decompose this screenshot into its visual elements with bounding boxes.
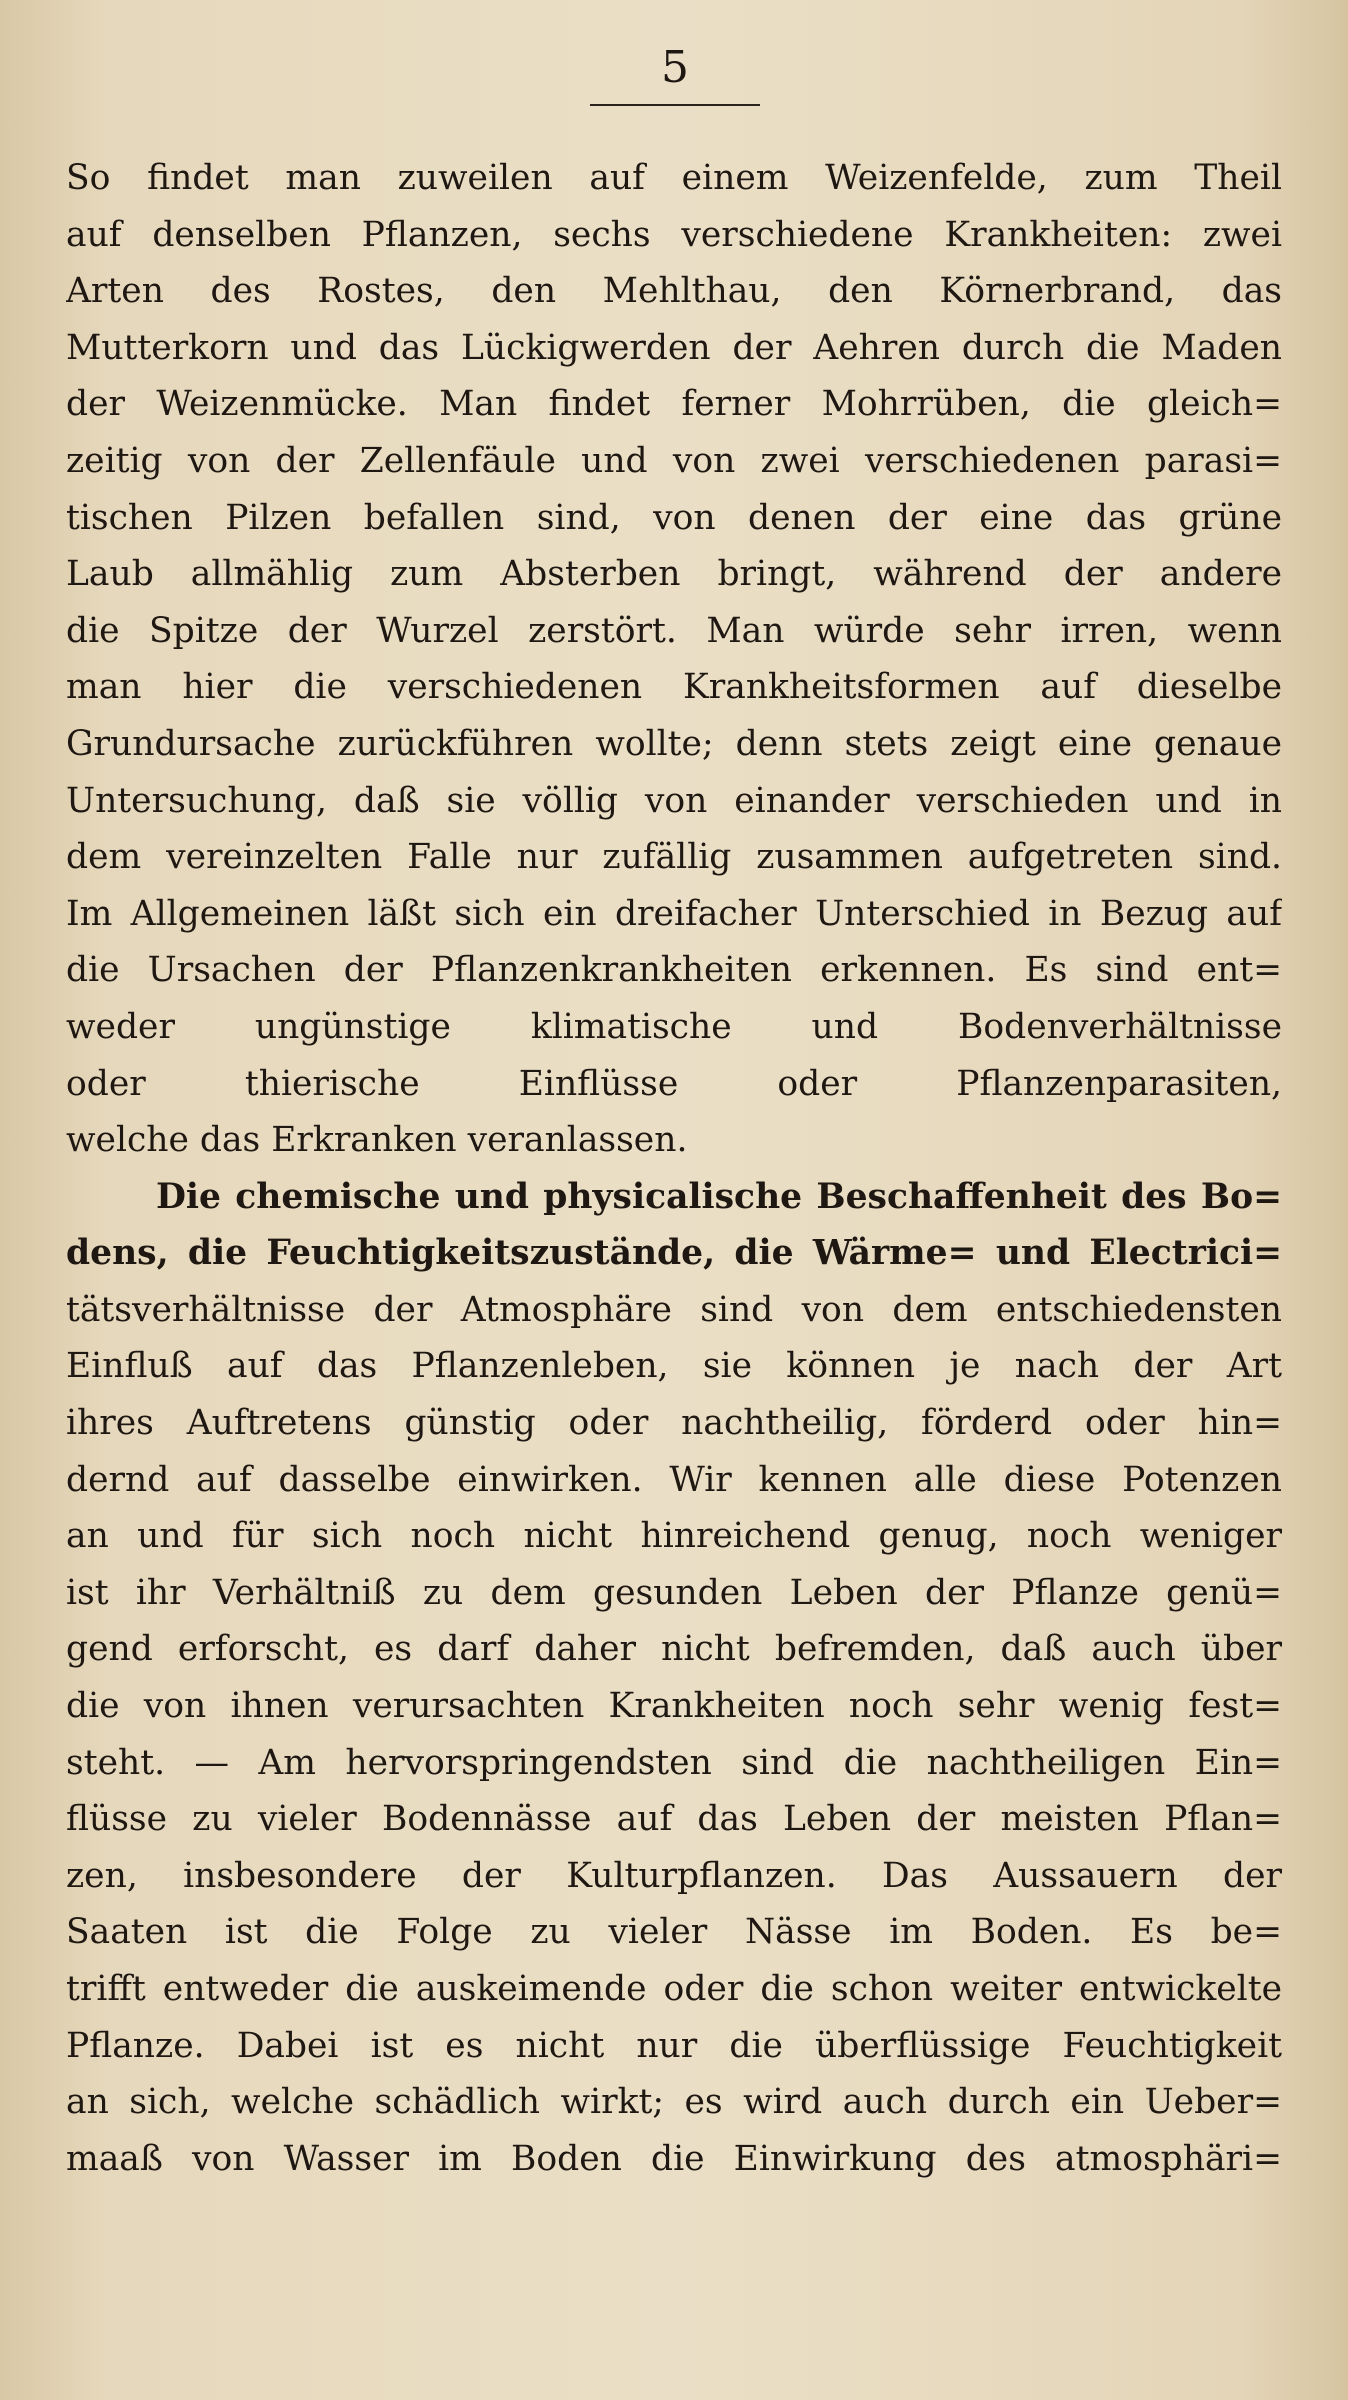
text-line: ist ihr Verhältniß zu dem gesunden Leben der Pflanze genü= <box>66 1572 1282 1613</box>
header-rule <box>590 104 760 106</box>
text-line: So findet man zuweilen auf einem Weizenfelde, zum Theil <box>66 158 1282 198</box>
body-text <box>66 150 1282 2187</box>
text-line-heading: dens, die Feuchtigkeitszustände, die Wärme= und Electrici= <box>66 1233 1282 1274</box>
text-line: gend erforscht, es darf daher nicht befremden, daß auch über <box>66 1629 1282 1670</box>
text-line: ihres Auftretens günstig oder nachtheilig, förderd oder hin= <box>66 1403 1282 1444</box>
text-line: maaß von Wasser im Boden die Einwirkung des atmosphäri= <box>66 2138 1282 2179</box>
text-line: trifft entweder die auskeimende oder die schon weiter entwickelte <box>66 1969 1282 2009</box>
text-line: flüsse zu vieler Bodennässe auf das Leben der meisten Pflan= <box>66 1799 1282 1840</box>
text-line: Saaten ist die Folge zu vieler Nässe im Boden. Es be= <box>66 1912 1282 1953</box>
text-line: Im Allgemeinen läßt sich ein dreifacher Unterschied in Bezug auf <box>66 893 1282 934</box>
text-line: Laub allmählig zum Absterben bringt, während der andere <box>66 554 1282 595</box>
page-number: 5 <box>661 42 689 93</box>
text-line: Mutterkorn und das Lückigwerden der Aehren durch die Maden <box>66 327 1282 368</box>
text-line: Pflanze. Dabei ist es nicht nur die überflüssige Feuchtigkeit <box>66 2025 1282 2066</box>
text-line: tätsverhältnisse der Atmosphäre sind von dem entschiedensten <box>66 1289 1282 1330</box>
text-line: die Ursachen der Pflanzenkrankheiten erkennen. Es sind ent= <box>66 950 1282 991</box>
text-line: dernd auf dasselbe einwirken. Wir kennen alle diese Potenzen <box>66 1459 1282 1500</box>
text-line: Grundursache zurückführen wollte; denn stets zeigt eine genaue <box>66 723 1282 764</box>
text-line: man hier die verschiedenen Krankheitsformen auf dieselbe <box>66 667 1282 708</box>
text-line: zeitig von der Zellenfäule und von zwei verschiedenen parasi= <box>66 440 1282 481</box>
text-line: der Weizenmücke. Man findet ferner Mohrrüben, die gleich= <box>66 384 1282 425</box>
text-line: an sich, welche schädlich wirkt; es wird auch durch ein Ueber= <box>66 2082 1282 2123</box>
text-line: Arten des Rostes, den Mehlthau, den Körnerbrand, das <box>66 271 1282 312</box>
text-line: dem vereinzelten Falle nur zufällig zusammen aufgetreten sind. <box>66 837 1282 878</box>
text-line: zen, insbesondere der Kulturpflanzen. Das Aussauern der <box>66 1855 1282 1896</box>
text-line: tischen Pilzen befallen sind, von denen der eine das grüne <box>66 497 1282 538</box>
text-line: Untersuchung, daß sie völlig von einander verschieden und in <box>66 780 1282 821</box>
text-line: welche das Erkranken veranlassen. <box>66 1120 688 1161</box>
text-line: steht. — Am hervorspringendsten sind die nachtheiligen Ein= <box>66 1742 1282 1783</box>
text-line-heading: Die chemische und physicalische Beschaffenheit des Bo= <box>156 1176 1282 1217</box>
text-line: die von ihnen verursachten Krankheiten noch sehr wenig fest= <box>66 1686 1282 1727</box>
text-line: auf denselben Pflanzen, sechs verschiedene Krankheiten: zwei <box>66 214 1282 255</box>
text-line: an und für sich noch nicht hinreichend genug, noch weniger <box>66 1516 1282 1557</box>
text-line: oder thierische Einflüsse oder Pflanzenparasiten, <box>66 1063 1282 1104</box>
text-line: die Spitze der Wurzel zerstört. Man würde sehr irren, wenn <box>66 610 1282 651</box>
text-line: weder ungünstige klimatische und Bodenverhältnisse <box>66 1006 1282 1047</box>
page-header <box>590 40 760 106</box>
text-line: Einfluß auf das Pflanzenleben, sie können je nach der Art <box>66 1346 1282 1387</box>
